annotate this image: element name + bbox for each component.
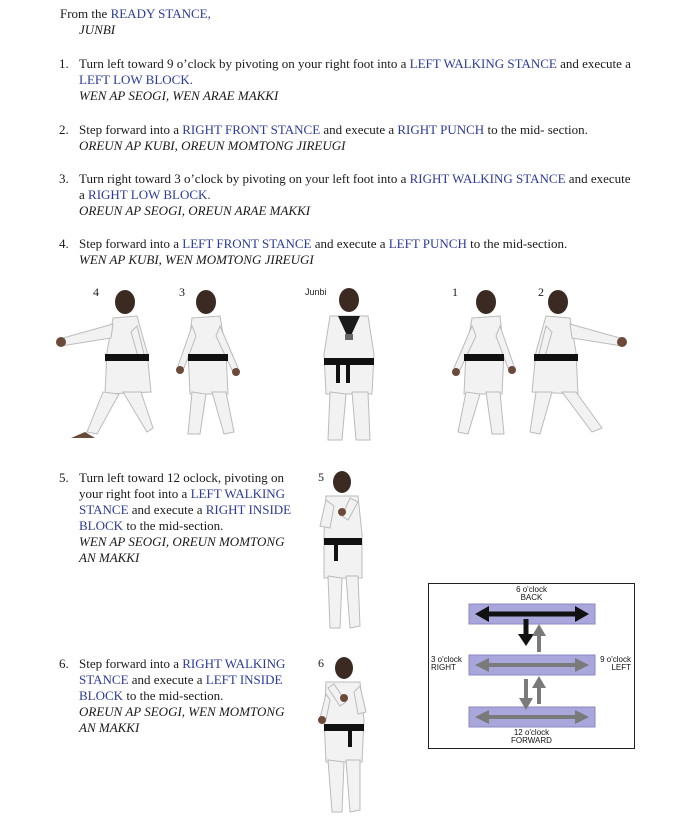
intro-korean: JUNBI bbox=[79, 22, 116, 37]
step-5-number: 5. bbox=[59, 470, 69, 485]
step-2-korean: OREUN AP KUBI, OREUN MOMTONG JIREUGI bbox=[79, 138, 346, 153]
step-4-text: Step forward into a LEFT FRONT STANCE and execute a LEFT PUNCH to the mid-section. bbox=[79, 236, 568, 251]
figure-label-5: 5 bbox=[318, 470, 324, 484]
step-6-korean-2: AN MAKKI bbox=[79, 720, 140, 735]
martial-artist-figure-1 bbox=[444, 282, 524, 447]
martial-artist-figure-3 bbox=[168, 282, 248, 447]
figure-label-3: 3 bbox=[179, 285, 185, 299]
step-1-text-2: LEFT LOW BLOCK. bbox=[79, 72, 193, 87]
step-4-number: 4. bbox=[59, 236, 69, 251]
diagram-bottom-label: 12 o'clock FORWARD bbox=[511, 728, 552, 745]
step-6-korean-1: OREUN AP SEOGI, WEN MOMTONG bbox=[79, 704, 285, 719]
step-3-text: Turn right toward 3 o’clock by pivoting on your left foot into a RIGHT WALKING STANCE and execute bbox=[79, 171, 631, 186]
step-3-number: 3. bbox=[59, 171, 69, 186]
step-1-korean: WEN AP SEOGI, WEN ARAE MAKKI bbox=[79, 88, 279, 103]
step-4-korean: WEN AP KUBI, WEN MOMTONG JIREUGI bbox=[79, 252, 314, 267]
martial-artist-figure-2 bbox=[528, 282, 628, 447]
step-6-text-1: Step forward into a RIGHT WALKING bbox=[79, 656, 286, 671]
step-2-text: Step forward into a RIGHT FRONT STANCE and execute a RIGHT PUNCH to the mid- section. bbox=[79, 122, 588, 137]
figure-label-4: 4 bbox=[93, 285, 99, 299]
diagram-left-label: 3 o'clock RIGHT bbox=[431, 655, 462, 672]
step-5-text-3: STANCE and execute a RIGHT INSIDE bbox=[79, 502, 292, 517]
step-6-text-3: BLOCK to the mid-section. bbox=[79, 688, 224, 703]
step-6-text-2: STANCE and execute a LEFT INSIDE bbox=[79, 672, 283, 687]
step-1-number: 1. bbox=[59, 56, 69, 71]
diagram-top-label: 6 o'clock BACK bbox=[516, 585, 547, 602]
diagram-right-label: 9 o'clock LEFT bbox=[600, 655, 631, 672]
figure-label-junbi: Junbi bbox=[305, 287, 327, 297]
martial-artist-figure-6 bbox=[318, 654, 370, 820]
figure-label-2: 2 bbox=[538, 285, 544, 299]
martial-artist-figure-4 bbox=[55, 282, 155, 447]
direction-diagram bbox=[428, 583, 635, 749]
martial-artist-figure-5 bbox=[318, 468, 368, 636]
figure-label-1: 1 bbox=[452, 285, 458, 299]
diagram-arrows bbox=[429, 584, 634, 748]
martial-artist-figure-junbi bbox=[316, 282, 382, 450]
intro-line: From the READY STANCE, bbox=[60, 6, 211, 21]
step-1-text: Turn left toward 9 o’clock by pivoting on your right foot into a LEFT WALKING STANCE and execute a bbox=[79, 56, 631, 71]
step-5-text-4: BLOCK to the mid-section. bbox=[79, 518, 224, 533]
step-5-text-2: your right foot into a LEFT WALKING bbox=[79, 486, 286, 501]
step-3-korean: OREUN AP SEOGI, OREUN ARAE MAKKI bbox=[79, 203, 311, 218]
step-6-number: 6. bbox=[59, 656, 69, 671]
step-5-korean-2: AN MAKKI bbox=[79, 550, 140, 565]
step-2-number: 2. bbox=[59, 122, 69, 137]
figure-label-6: 6 bbox=[318, 656, 324, 670]
step-5-text-1: Turn left toward 12 oclock, pivoting on bbox=[79, 470, 284, 485]
step-5-korean-1: WEN AP SEOGI, OREUN MOMTONG bbox=[79, 534, 285, 549]
step-3-text-2: a RIGHT LOW BLOCK. bbox=[79, 187, 211, 202]
